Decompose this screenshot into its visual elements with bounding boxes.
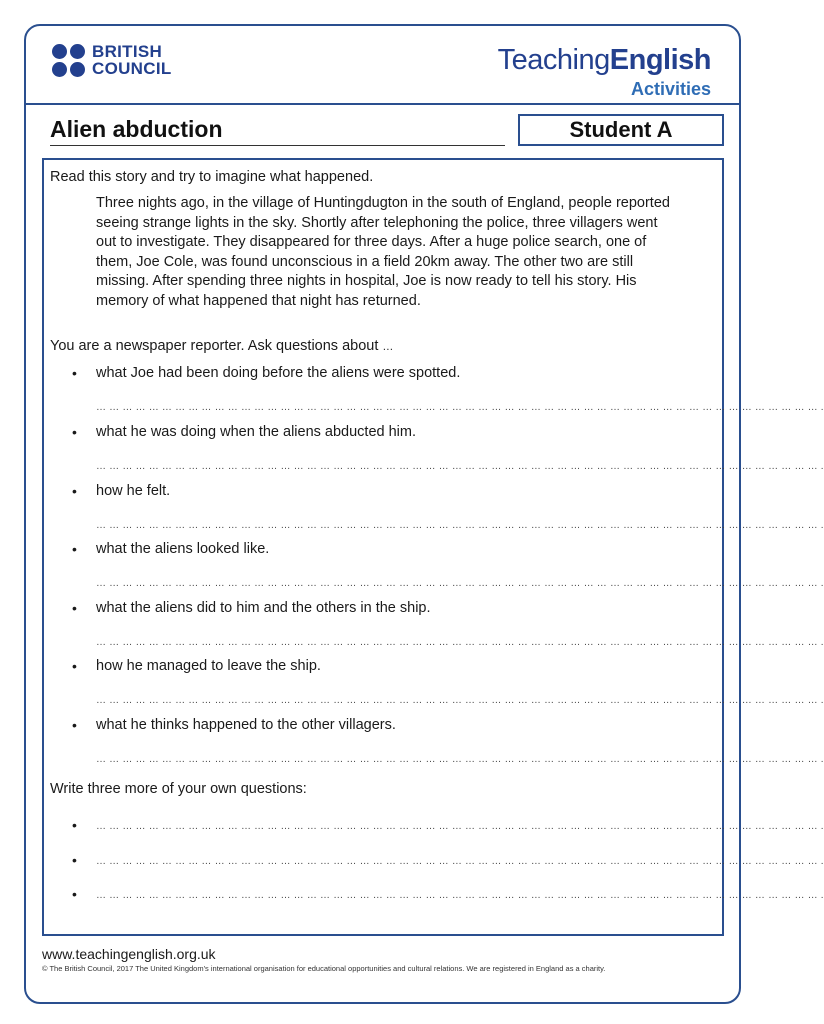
own-question-line: … … … … … … … … … … … … … … … … … … … … … … … … … … … … … … … … … … … … … … … … … … … … … … … … … … … … … … … . bbox=[96, 856, 824, 867]
footer-url[interactable]: www.teachingenglish.org.uk bbox=[42, 946, 216, 962]
own-questions-prompt: Write three more of your own questions: bbox=[50, 781, 307, 797]
question-item: what Joe had been doing before the aliens were spotted. bbox=[96, 365, 461, 381]
question-item: how he managed to leave the ship. bbox=[96, 658, 321, 674]
student-role-box: Student A bbox=[518, 114, 724, 146]
bullet-icon: • bbox=[72, 658, 77, 674]
bullet-icon: • bbox=[72, 365, 77, 381]
answer-line: … … … … … … … … … … … … … … … … … … … … … … … … … … … … … … … … … … … … … … … … … … … … … … … … … … … … … … … . bbox=[96, 754, 824, 765]
reporter-prompt: You are a newspaper reporter. Ask questions about … bbox=[50, 338, 394, 354]
footer-copyright: © The British Council, 2017 The United Kingdom's international organisation for educational opportunities and cultural relations. We are registered in England as a charity. bbox=[42, 964, 606, 973]
bullet-icon: • bbox=[72, 541, 77, 557]
british-council-dots-icon bbox=[52, 44, 86, 78]
title-underline bbox=[50, 145, 505, 146]
section-label: Activities bbox=[630, 79, 711, 99]
question-item: what he thinks happened to the other villagers. bbox=[96, 717, 396, 733]
british-council-wordmark: BRITISH COUNCIL bbox=[92, 42, 172, 78]
answer-line: … … … … … … … … … … … … … … … … … … … … … … … … … … … … … … … … … … … … … … … … … … … … … … … … … … … … … … … . bbox=[96, 578, 824, 589]
question-item: what the aliens did to him and the others in the ship. bbox=[96, 600, 431, 616]
bullet-icon: • bbox=[72, 886, 77, 902]
intro-text: Read this story and try to imagine what happened. bbox=[50, 169, 374, 185]
bullet-icon: • bbox=[72, 600, 77, 616]
answer-line: … … … … … … … … … … … … … … … … … … … … … … … … … … … … … … … … … … … … … … … … … … … … … … … … … … … … … … … . bbox=[96, 695, 824, 706]
answer-line: … … … … … … … … … … … … … … … … … … … … … … … … … … … … … … … … … … … … … … … … … … … … … … … … … … … … … … … . bbox=[96, 402, 824, 413]
bullet-icon: • bbox=[72, 424, 77, 440]
own-question-line: … … … … … … … … … … … … … … … … … … … … … … … … … … … … … … … … … … … … … … … … … … … … … … … … … … … … … … … . bbox=[96, 821, 824, 832]
bullet-icon: • bbox=[72, 852, 77, 868]
story-text: Three nights ago, in the village of Huntingdugton in the south of England, people reported seeing strange lights in the sky. Shortly after telephoning the police, three villagers went out to investigate. They disappeared for three days. After a huge police search, one of them, Joe Cole, was found unconscious in a field 20km away. The other two are still missing. After spending three nights in hospital, Joe is now ready to tell his story. His memory of what happened that night has returned. bbox=[96, 195, 670, 309]
own-question-line: … … … … … … … … … … … … … … … … … … … … … … … … … … … … … … … … … … … … … … … … … … … … … … … … … … … … … … … . bbox=[96, 890, 824, 901]
bullet-icon: • bbox=[72, 817, 77, 833]
teaching-english-logo: TeachingEnglish bbox=[497, 44, 711, 76]
answer-line: … … … … … … … … … … … … … … … … … … … … … … … … … … … … … … … … … … … … … … … … … … … … … … … … … … … … … … … . bbox=[96, 637, 824, 648]
question-item: what the aliens looked like. bbox=[96, 541, 270, 557]
answer-line: … … … … … … … … … … … … … … … … … … … … … … … … … … … … … … … … … … … … … … … … … … … … … … … … … … … … … … … . bbox=[96, 461, 824, 472]
worksheet-title: Alien abduction bbox=[50, 116, 223, 142]
answer-line: … … … … … … … … … … … … … … … … … … … … … … … … … … … … … … … … … … … … … … … … … … … … … … … … … … … … … … … . bbox=[96, 520, 824, 531]
question-item: how he felt. bbox=[96, 483, 171, 499]
bullet-icon: • bbox=[72, 483, 77, 499]
bullet-icon: • bbox=[72, 717, 77, 733]
question-item: what he was doing when the aliens abducted him. bbox=[96, 424, 417, 440]
header-divider bbox=[24, 103, 741, 105]
